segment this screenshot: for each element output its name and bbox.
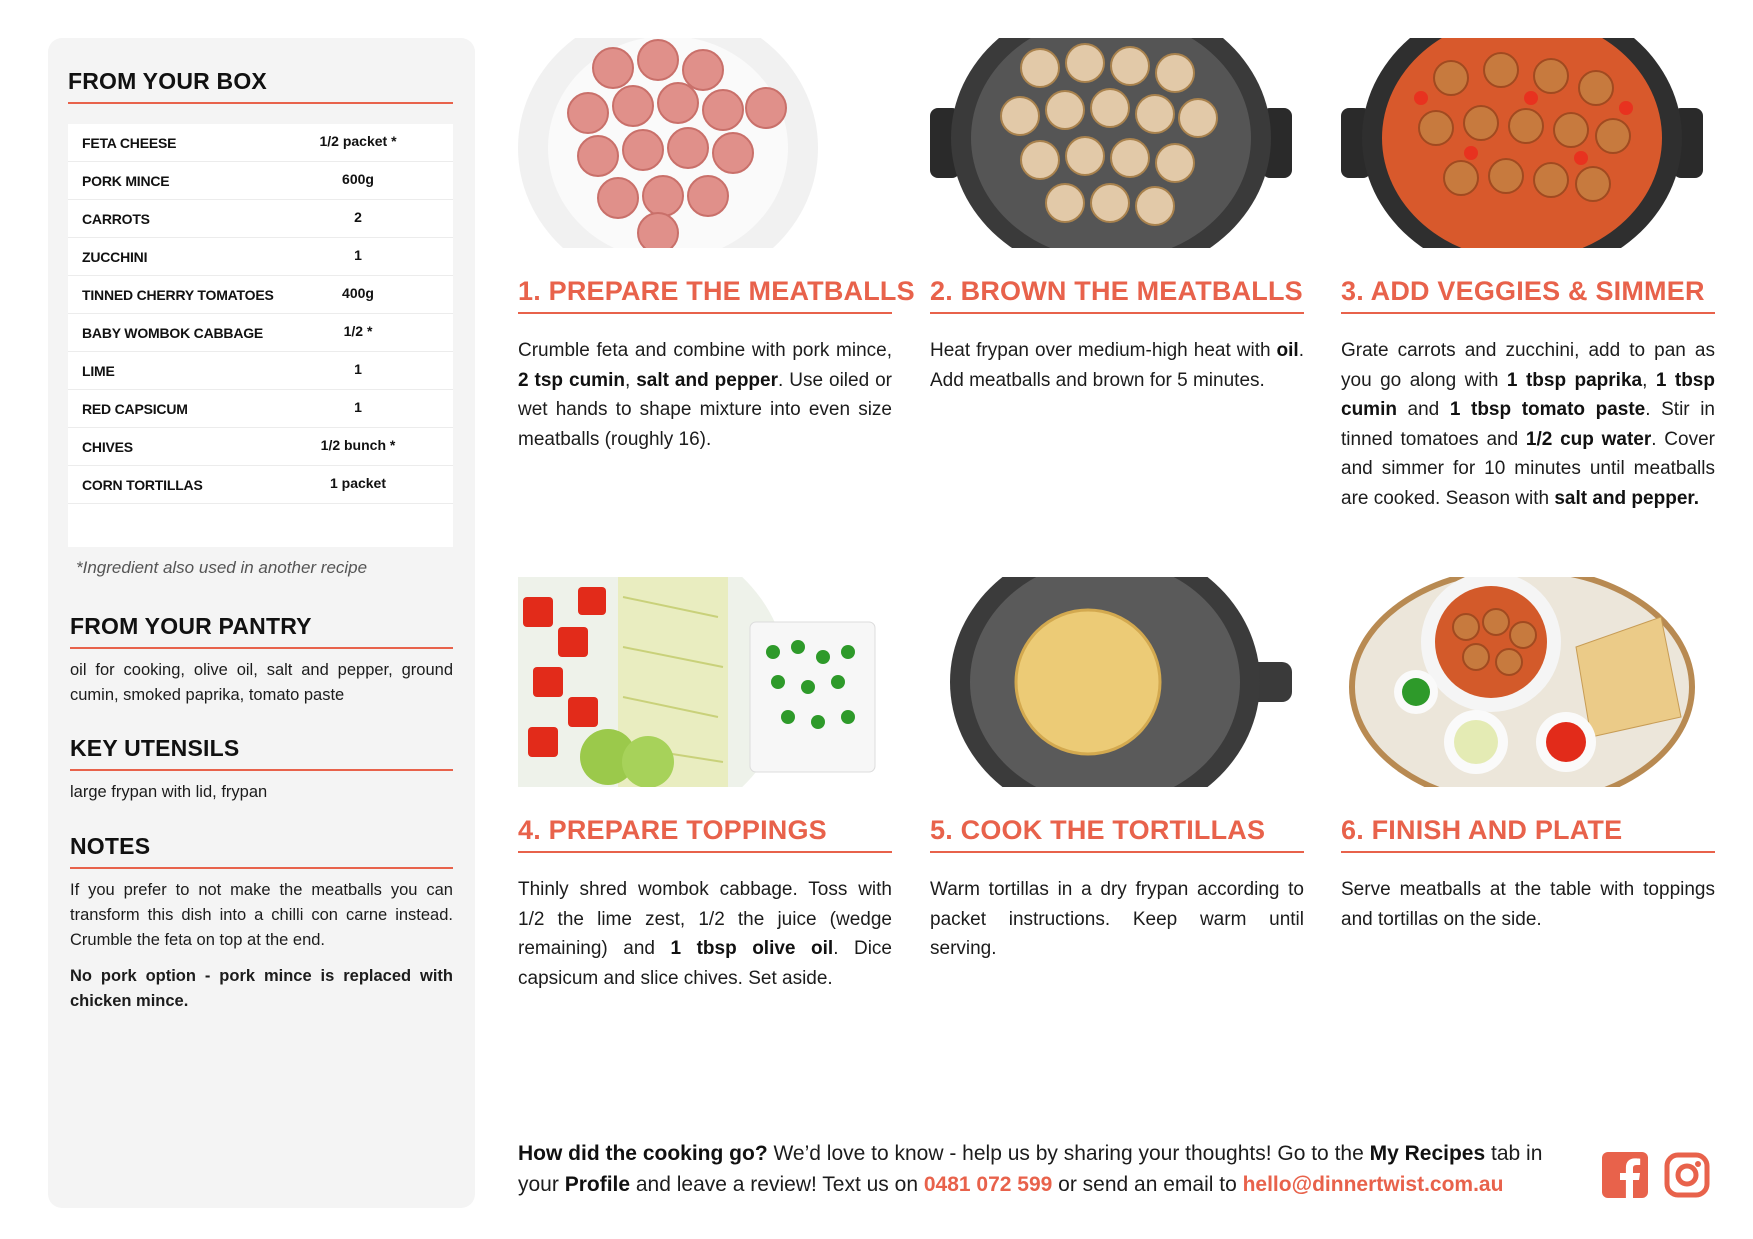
step-5-title: 5. COOK THE TORTILLAS <box>930 815 1304 853</box>
step-2-body <box>930 336 1304 395</box>
step-text: . Add meatballs and brown for 5 minutes. <box>930 340 1304 391</box>
step-text: Heat frypan over medium-high heat with <box>930 340 1277 361</box>
meatballs-browning-photo <box>930 38 1292 248</box>
notes-no-pork-option: No pork option - pork mince is replaced with chicken mince. <box>70 967 453 1010</box>
step-3-body <box>1341 336 1715 513</box>
step-5-body <box>930 875 1304 964</box>
feedback-footer <box>518 1138 1568 1200</box>
ingredient-qty: 1 <box>354 361 362 377</box>
ingredient-name: RED CAPSICUM <box>82 401 188 417</box>
step-6-body <box>1341 875 1715 934</box>
ingredient-name: LIME <box>82 363 115 379</box>
ingredient-row <box>68 238 453 276</box>
ingredients-table <box>68 124 453 547</box>
facebook-icon[interactable] <box>1602 1152 1648 1198</box>
my-recipes-link[interactable]: My Recipes <box>1369 1142 1486 1165</box>
ingredient-row <box>68 124 453 162</box>
footnote: *Ingredient also used in another recipe <box>76 558 368 577</box>
feedback-text-2: tab in your <box>518 1142 1543 1196</box>
step-4-body <box>518 875 892 993</box>
profile-link[interactable]: Profile <box>564 1173 631 1196</box>
email-link[interactable]: hello@dinnertwist.com.au <box>1242 1173 1504 1196</box>
step-text: . Cover and simmer for 10 minutes until meatballs are cooked. Season with <box>1341 428 1715 509</box>
ingredient-row <box>68 352 453 390</box>
ingredient-name: ZUCCHINI <box>82 249 148 265</box>
step-text-emphasis: 1 tbsp paprika <box>1506 369 1643 391</box>
ingredient-qty: 1 <box>354 247 362 263</box>
toppings-photo <box>518 577 880 787</box>
step-text: . Stir in tinned tomatoes and <box>1341 399 1715 450</box>
step-text-emphasis: salt and pepper. <box>1554 487 1700 509</box>
meatballs-simmer-photo <box>1341 38 1703 248</box>
step-text: . Use oiled or wet hands to shape mixture into even size meatballs (roughly 16). <box>518 369 892 450</box>
notes-text: If you prefer to not make the meatballs you can transform this dish into a chilli con carne instead. Crumble the feta on top at the end. <box>70 881 453 949</box>
step-text: and <box>1396 399 1450 420</box>
step-1-title: 1. PREPARE THE MEATBALLS <box>518 276 892 314</box>
step-text: , <box>624 369 637 391</box>
pantry-text: oil for cooking, olive oil, salt and pepper, ground cumin, smoked paprika, tomato paste <box>70 661 453 704</box>
ingredient-qty: 1/2 packet * <box>319 133 397 149</box>
ingredient-name: CORN TORTILLAS <box>82 477 203 493</box>
utensils-text: large frypan with lid, frypan <box>70 783 268 801</box>
ingredient-qty: 1 packet <box>329 475 387 491</box>
ingredient-row <box>68 162 453 200</box>
pantry-heading: FROM YOUR PANTRY <box>70 613 453 649</box>
utensils-heading: KEY UTENSILS <box>70 735 453 771</box>
ingredient-qty: 1 <box>354 399 362 415</box>
step-text-emphasis: salt and pepper <box>636 369 778 391</box>
step-text-emphasis: oil <box>1276 340 1299 361</box>
step-text-emphasis: 1/2 cup water <box>1525 428 1652 450</box>
step-1-body <box>518 336 892 454</box>
step-text: . Dice capsicum and slice chives. Set aside. <box>518 938 892 989</box>
ingredient-name: PORK MINCE <box>82 173 170 189</box>
ingredient-name: BABY WOMBOK CABBAGE <box>82 325 264 341</box>
ingredient-row <box>68 428 453 466</box>
step-text: Thinly shred wombok cabbage. Toss with 1/2 the lime zest, 1/2 the juice (wedge remaining) and <box>518 879 892 959</box>
step-text-emphasis: 1 tbsp tomato paste <box>1449 399 1646 420</box>
step-text: Grate carrots and zucchini, add to pan as you go along with <box>1341 340 1715 391</box>
ingredient-name: CARROTS <box>82 211 150 227</box>
ingredient-qty: 600g <box>342 171 374 187</box>
plated-dish-photo <box>1341 577 1703 787</box>
step-4-title: 4. PREPARE TOPPINGS <box>518 815 892 853</box>
feedback-text-4: or send an email to <box>1052 1173 1243 1196</box>
step-text: Crumble feta and combine with pork mince, <box>518 340 892 361</box>
meatballs-raw-photo <box>518 38 880 248</box>
ingredient-name: FETA CHEESE <box>82 135 177 151</box>
step-2-title: 2. BROWN THE MEATBALLS <box>930 276 1304 314</box>
step-text: , <box>1642 369 1656 391</box>
ingredient-qty: 1/2 bunch * <box>320 437 396 453</box>
step-6-title: 6. FINISH AND PLATE <box>1341 815 1715 853</box>
ingredient-qty: 1/2 * <box>343 323 373 339</box>
step-text: Warm tortillas in a dry frypan according to packet instructions. Keep warm until serving. <box>930 879 1304 959</box>
step-text: Serve meatballs at the table with toppings and tortillas on the side. <box>1341 879 1715 930</box>
feedback-text-1: We’d love to know - help us by sharing your thoughts! Go to the <box>767 1142 1370 1165</box>
feedback-text-3: and leave a review! Text us on <box>630 1173 924 1196</box>
ingredient-qty: 400g <box>342 285 374 301</box>
notes-heading: NOTES <box>70 833 453 869</box>
instagram-icon[interactable] <box>1664 1152 1710 1198</box>
ingredient-name: TINNED CHERRY TOMATOES <box>82 287 274 303</box>
ingredient-row <box>68 466 453 504</box>
feedback-question: How did the cooking go? <box>518 1142 768 1165</box>
ingredient-row <box>68 314 453 352</box>
ingredient-row <box>68 276 453 314</box>
ingredient-row <box>68 390 453 428</box>
step-text-emphasis: 1 tbsp cumin <box>1341 369 1715 420</box>
ingredients-sidebar <box>48 38 475 1208</box>
step-3-title: 3. ADD VEGGIES & SIMMER <box>1341 276 1715 314</box>
ingredient-row <box>68 200 453 238</box>
phone-link[interactable]: 0481 072 599 <box>923 1173 1053 1196</box>
ingredient-name: CHIVES <box>82 439 133 455</box>
tortilla-pan-photo <box>930 577 1292 787</box>
from-your-box-heading: FROM YOUR BOX <box>68 68 453 104</box>
ingredient-qty: 2 <box>354 209 362 225</box>
step-text-emphasis: 2 tsp cumin <box>518 369 625 391</box>
step-text-emphasis: 1 tbsp olive oil <box>670 938 834 959</box>
